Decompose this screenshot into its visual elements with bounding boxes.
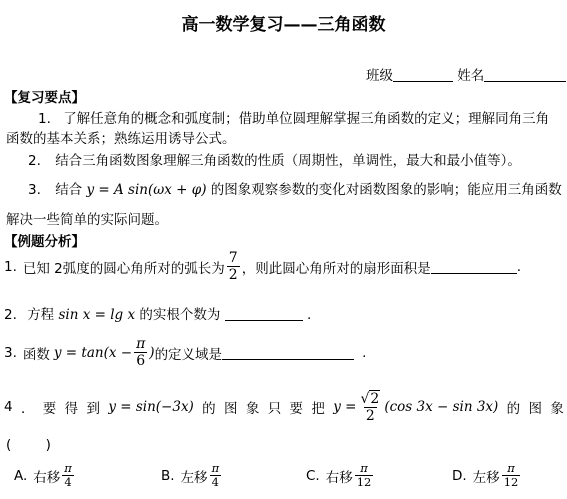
fraction-denominator: 12: [503, 475, 519, 489]
class-name-line: [366, 64, 566, 84]
question-text-post: ，则此圆心角所对的扇形面积是: [241, 260, 431, 277]
formula-sin-neg-3x: y = sin(−3x): [108, 399, 194, 415]
option-fraction: [502, 462, 521, 489]
page-title: 高一数学复习——三角函数: [181, 15, 386, 35]
option-label: B.: [161, 467, 175, 484]
point-number: 1.: [38, 111, 51, 127]
q4-word: 到: [86, 401, 100, 417]
review-point-3: [28, 178, 562, 198]
fraction-numerator: √2: [360, 391, 380, 407]
q4-word: 图: [224, 401, 238, 417]
review-point-1-cont: 函数的基本关系；熟练运用诱导公式。: [6, 131, 236, 147]
section-heading-review: 【复习要点】: [4, 90, 85, 106]
question-text-pre: 函数: [22, 346, 50, 363]
question-3: [4, 336, 366, 369]
option-d[interactable]: [452, 462, 522, 489]
q4-word: 只: [267, 401, 282, 417]
fraction-numerator: 7: [228, 250, 238, 266]
fraction-arc-length: [227, 250, 240, 283]
q4-word: 的: [506, 401, 521, 417]
question-end: .: [362, 344, 367, 361]
option-label: C.: [306, 467, 320, 484]
option-fraction: [62, 462, 74, 489]
fraction-numerator: π: [211, 461, 220, 475]
fraction-denominator: 2: [228, 267, 238, 283]
option-label: A.: [14, 467, 28, 484]
point-text-post: 的图象观察参数的变化对函数图象的影响；能应用三角函数: [210, 182, 562, 198]
question-number: 1.: [4, 258, 17, 275]
fraction-numerator: π: [360, 461, 368, 475]
fraction-numerator: π: [507, 461, 515, 475]
q4-word: 得: [64, 401, 79, 417]
point-text: 了解任意角的概念和弧度制；借助单位圆理解掌握三角函数的定义；理解同角三角: [63, 111, 550, 127]
review-point-2: [28, 149, 521, 169]
option-a[interactable]: [14, 462, 76, 489]
formula-rhs: (cos 3x − sin 3x): [384, 399, 499, 415]
q4-word: 要: [289, 401, 304, 417]
question-end: .: [516, 258, 521, 275]
fraction-denominator: 2: [365, 408, 375, 424]
formula-sinusoid: y = A sin(ωx + φ): [86, 182, 207, 198]
q4-word: ．: [20, 401, 35, 417]
fraction-pi-over-6: [134, 336, 147, 369]
question-2: [4, 303, 311, 323]
review-point-3-cont: 解决一些简单的实际问题。: [6, 212, 168, 228]
fraction-numerator: π: [64, 461, 72, 475]
question-number: 2.: [4, 307, 17, 323]
formula-equation: sin x = lg x: [58, 307, 136, 323]
question-4: [4, 390, 564, 424]
q4-word: 象: [245, 401, 260, 417]
fraction-denominator: 4: [211, 475, 219, 489]
question-number: 4: [4, 399, 13, 415]
q4-word: 把: [311, 401, 325, 417]
question-text-pre: 已知 2弧度的圆心角所对的弧长为: [22, 260, 225, 277]
q4-word: 要: [42, 401, 57, 417]
question-end: .: [306, 307, 312, 323]
q4-word: 的: [202, 401, 216, 417]
fraction-denominator: 6: [136, 353, 146, 369]
question-text-post: 的实根个数为: [139, 307, 221, 323]
section-heading-examples: 【例题分析】: [4, 234, 85, 250]
question-text-post: 的定义域是: [154, 346, 223, 363]
point-text-pre: 结合: [55, 182, 83, 198]
fraction-denominator: 12: [356, 475, 372, 489]
option-text: 左移: [472, 469, 500, 486]
sqrt-radicand: 2: [370, 391, 380, 407]
question-1: [4, 250, 521, 283]
formula-tan-a: y = tan(x −: [53, 344, 133, 361]
name-blank[interactable]: [484, 67, 566, 82]
option-fraction: [355, 462, 374, 489]
question-text-pre: 方程: [27, 307, 55, 323]
option-text: 右移: [33, 469, 61, 486]
q4-word: 象: [550, 401, 564, 417]
formula-cos-minus-sin: [333, 390, 498, 424]
q4-word: 图: [528, 401, 542, 417]
point-text: 结合三角函数图象理解三角函数的性质（周期性，单调性，最大和最小值等）。: [55, 153, 521, 169]
answer-blank[interactable]: [222, 345, 354, 360]
point-number: 3.: [28, 182, 41, 198]
fraction-denominator: 4: [64, 475, 72, 489]
class-blank[interactable]: [393, 67, 453, 82]
fraction-numerator: π: [136, 336, 146, 352]
option-text: 右移: [325, 469, 353, 486]
answer-blank[interactable]: [225, 306, 303, 321]
answer-parentheses[interactable]: ( ): [6, 437, 51, 453]
option-text: 左移: [180, 469, 208, 486]
option-b[interactable]: [161, 462, 223, 489]
name-label: 姓名: [457, 68, 485, 84]
class-label: 班级: [366, 68, 393, 84]
formula-tan-b: ): [149, 344, 155, 361]
fraction-sqrt2-over-2: [358, 390, 382, 424]
option-label: D.: [452, 467, 467, 484]
option-c[interactable]: [306, 462, 375, 489]
review-point-1: [38, 107, 549, 127]
answer-blank[interactable]: [431, 259, 517, 274]
option-fraction: [210, 462, 222, 489]
question-number: 3.: [4, 344, 17, 361]
point-number: 2.: [28, 153, 41, 169]
formula-lhs: y =: [333, 399, 357, 415]
